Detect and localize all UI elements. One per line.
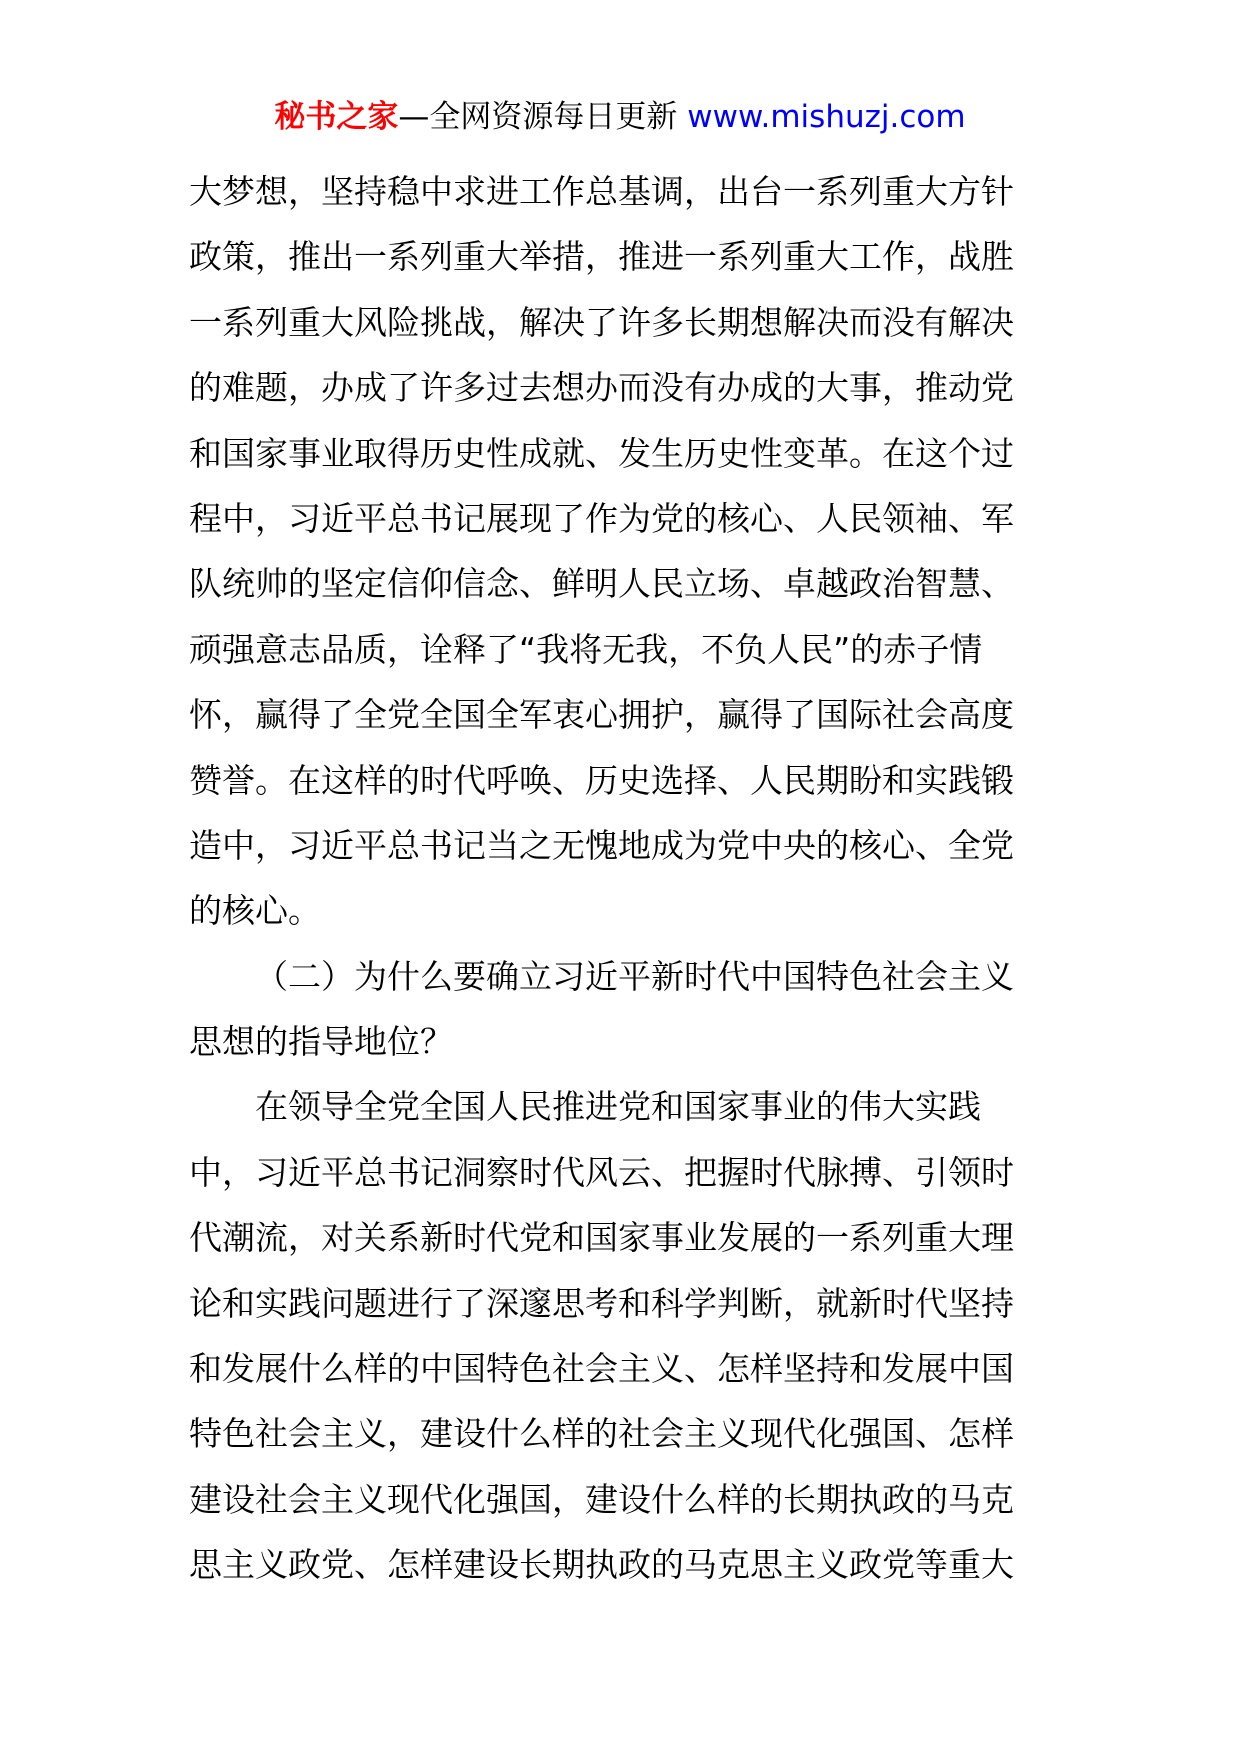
text-line: 政策，推出一系列重大举措，推进一系列重大工作，战胜 [189, 237, 1014, 277]
text-line: 论和实践问题进行了深邃思考和科学判断，就新时代坚持 [189, 1283, 1014, 1323]
text-line: 造中，习近平总书记当之无愧地成为党中央的核心、全党 [189, 825, 1014, 865]
site-url-link[interactable]: www.mishuzj.com [687, 99, 966, 135]
text-line: 的核心。 [189, 891, 321, 931]
text-line: 的难题，办成了许多过去想办而没有办成的大事，推动党 [189, 368, 1014, 408]
paragraph-start: 在领导全党全国人民推进党和国家事业的伟大实践 [255, 1087, 981, 1127]
text-line: 和国家事业取得历史性成就、发生历史性变革。在这个过 [189, 433, 1014, 473]
text-line: 中，习近平总书记洞察时代风云、把握时代脉搏、引领时 [189, 1152, 1014, 1192]
text-line: 一系列重大风险挑战，解决了许多长期想解决而没有解决 [189, 302, 1014, 342]
text-line: 思主义政党、怎样建设长期执政的马克思主义政党等重大 [189, 1545, 1014, 1585]
text-line: 顽强意志品质，诠释了“我将无我，不负人民”的赤子情 [189, 629, 983, 669]
text-line: 赞誉。在这样的时代呼唤、历史选择、人民期盼和实践锻 [189, 760, 1014, 800]
text-line: 程中，习近平总书记展现了作为党的核心、人民领袖、军 [189, 498, 1014, 538]
text-line: 大梦想，坚持稳中求进工作总基调，出台一系列重大方针 [189, 172, 1014, 211]
text-line: 和发展什么样的中国特色社会主义、怎样坚持和发展中国 [189, 1349, 1014, 1389]
section-heading-continued: 思想的指导地位？ [189, 1022, 453, 1062]
text-line: 怀，赢得了全党全国全军衷心拥护，赢得了国际社会高度 [189, 695, 1014, 735]
text-line: 特色社会主义，建设什么样的社会主义现代化强国、怎样 [189, 1414, 1014, 1454]
page-header [0, 97, 1240, 137]
text-line: 代潮流，对关系新时代党和国家事业发展的一系列重大理 [189, 1218, 1014, 1258]
site-brand: 秘书之家 [274, 99, 399, 135]
site-slogan: —全网资源每日更新 [398, 99, 678, 135]
section-heading: （二）为什么要确立习近平新时代中国特色社会主义 [255, 956, 1014, 996]
text-line: 队统帅的坚定信仰信念、鲜明人民立场、卓越政治智慧、 [189, 564, 1014, 604]
text-line: 建设社会主义现代化强国，建设什么样的长期执政的马克 [189, 1479, 1014, 1519]
document-body [189, 159, 1059, 1598]
